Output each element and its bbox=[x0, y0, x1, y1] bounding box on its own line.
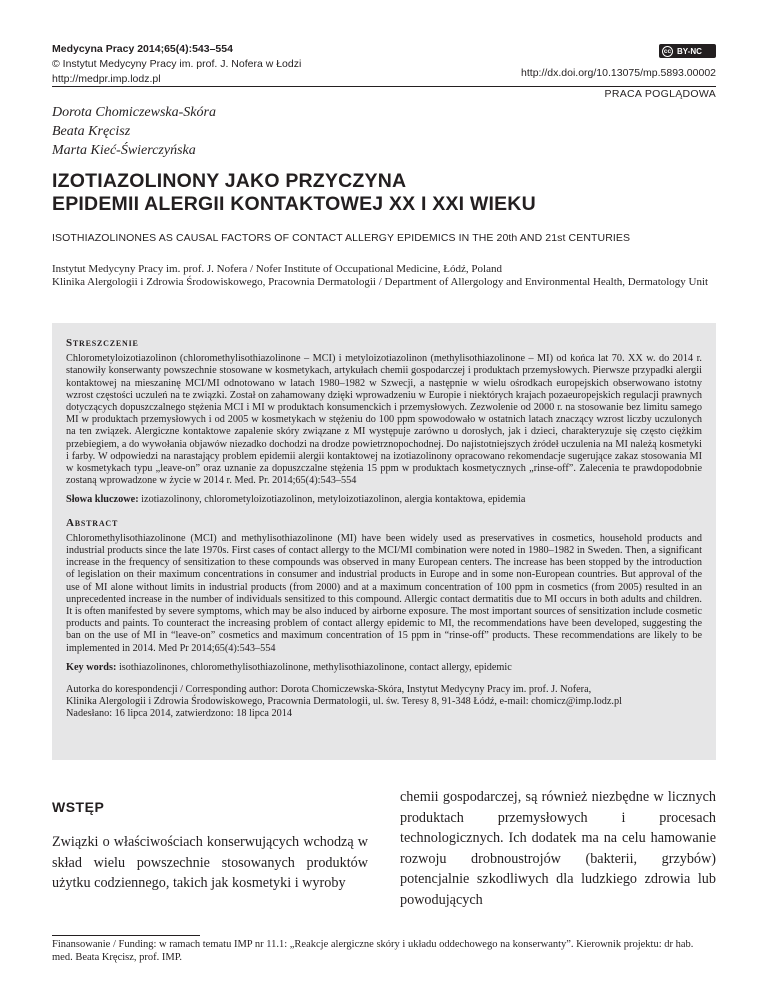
journal-citation: Medycyna Pracy 2014;65(4):543–554 bbox=[52, 43, 233, 55]
received-dates: Nadesłano: 16 lipca 2014, zatwierdzono: 18 lipca 2014 bbox=[66, 708, 293, 720]
journal-url[interactable]: http://medpr.imp.lodz.pl bbox=[52, 73, 161, 85]
body-column-left: Związki o właściwościach konserwujących wchodzą w skład wielu powszechnie stosowanych produktów użytku codziennego, takich jak kosmetyki i wyroby bbox=[52, 834, 368, 891]
keywords-value: isothiazolinones, chloromethylisothiazolinone, methylisothiazolinone, contact allergy, epidemic bbox=[118, 661, 512, 673]
section-heading: WSTĘP bbox=[52, 799, 105, 815]
author: Beata Kręcisz bbox=[52, 124, 131, 139]
author-list bbox=[52, 103, 216, 160]
license-label: BY-NC bbox=[677, 46, 702, 56]
streszczenie-heading: Streszczenie bbox=[66, 337, 139, 349]
abstract-box bbox=[52, 323, 716, 760]
keywords-value: izotiazolinony, chlorometyloizotiazolinon, metyloizotiazolinon, alergia kontaktowa, epidemia bbox=[141, 494, 526, 506]
title-line: EPIDEMII ALERGII KONTAKTOWEJ XX I XXI WIEKU bbox=[52, 192, 536, 215]
streszczenie-text: Chlorometyloizotiazolinon (chloromethylisothiazolinone – MCI) i metyloizotiazolinon (methylisothiazolinone – MI) od końca lat 70. XX w. do 2014 r. stanowiły konserwanty powszechnie stosowane w kosmetykach, artykułach chemii gospodarczej i produktach przemysłowych. Pierwsze przypadki alergii kontaktowej na mieszaninę MCI/MI odnotowano w latach 1980–1982 w Szwecji, a następnie w wielu ośrodkach europejskich obserwowano istotny wzrost częstości uczuleń na te związki. Został on zahamowany dzięki wprowadzeniu w Europie i niektórych krajach pozaeuropejskich regulacji prawnych dotyczących dopuszczalnego stężenia MCI i MI w produktach konsumenckich i przemysłowych. Zezwolenie od 2000 r. na stosowanie bez limitu samego MI w produktach przemysłowych i od 2005 w kosmetykach w stężeniu do 100 ppm spowodowało w ostatnich latach znaczący wzrost liczby uczulonych na ten związek. Alergiczne kontaktowe zapalenie skóry związane z MI występuje zarówno u dorosłych, jak i dzieci, charakteryzuje się często ciężkim przebiegiem, a do wywołania objawów niezadko dochodzi na drodze powietrznopochodnej. Do najistotniejszych źródeł uczulenia na MI należą kosmetyki i farby. W odpowiedzi na narastający problem epidemii alergii kontaktowej na izotiazolinony opracowano rekomendacje sugerujące zakaz stosowania MI w kosmetykach typu „leave-on” oraz uznanie za dopuszczalne stężenia 15 ppm w produktach kosmetycznych „rinse-off”. Zalecenia te prawdopodobnie zostaną wprowadzone w życie w 2014 r. Med. Pr. 2014;65(4):543–554 bbox=[66, 353, 702, 487]
keywords-pl bbox=[66, 494, 702, 506]
body-column-right: chemii gospodarczej, są również niezbędne w licznych produktach przemysłowych i procesach technologicznych. Ich dodatek ma na celu hamowanie rozwoju drobnoustrojów (bakterii, grzybów) potencjalnie szkodliwych dla ludzkiego zdrowia lub powodujących bbox=[400, 789, 716, 908]
correspondence bbox=[66, 684, 702, 721]
affiliation: Instytut Medycyny Pracy im. prof. J. Nofera / Nofer Institute of Occupational Medicine, Łódź, Poland bbox=[52, 263, 502, 275]
cc-license-badge bbox=[659, 44, 716, 58]
keywords-label: Słowa kluczowe: bbox=[66, 494, 139, 506]
cc-icon: cc bbox=[663, 47, 672, 55]
keywords-label: Key words: bbox=[66, 661, 117, 673]
author: Dorota Chomiczewska-Skóra bbox=[52, 105, 216, 120]
copyright-line: © Instytut Medycyny Pracy im. prof. J. Nofera w Łodzi bbox=[52, 58, 302, 70]
affiliations bbox=[52, 263, 716, 289]
article-title-english: ISOTHIAZOLINONES AS CAUSAL FACTORS OF CONTACT ALLERGY EPIDEMICS IN THE 20th AND 21st CENTURIES bbox=[52, 232, 631, 244]
title-line: IZOTIAZOLINONY JAKO PRZYCZYNA bbox=[52, 170, 407, 192]
abstract-text: Chloromethylisothiazolinone (MCI) and methylisothiazolinone (MI) have been widely used as preservatives in cosmetics, household products and industrial products since the late 1970s. First cases of contact allergy to the MCI/MI combination were noted in 1980–1982 in Sweden. Then, a significant increase in the frequency of sensitization to these compounds was observed in many European centers. The increase has been stopped by the introduction of legislation on their maximum concentrations in consumer and industrial products in Europe and in some non-European countries. But approval of the use of MI alone without limits in industrial products (from 2000) and at a maximum concentration of 100 ppm in cosmetics (from 2005) resulted in an unprecedented increase in the number of individuals sensitized to this compound. Allergic contact dermatitis due to MI occurs in both adults and children. It is often manifested by severe symptoms, which may be also induced by airborne exposure. The most important sources of sensitization include cosmetic products and paints. To counteract the increasing problem of contact allergy epidemic to MI, the recommendations have been developed, suggesting the ban on the use of MI in “leave-on” cosmetics and maximum concentration of 15 ppm in “rinse-off” products. These recommendations are likely to be implemented in 2014. Med Pr 2014;65(4):543–554 bbox=[66, 532, 702, 654]
footnote-divider bbox=[52, 935, 200, 936]
header-divider bbox=[52, 86, 716, 87]
journal-header bbox=[52, 42, 301, 87]
abstract-heading: Abstract bbox=[66, 516, 119, 529]
correspondence-line: Autorka do korespondencji / Corresponding author: Dorota Chomiczewska-Skóra, Instytut Medycyny Pracy im. prof. J. Nofera, bbox=[66, 684, 592, 696]
correspondence-line: Klinika Alergologii i Zdrowia Środowiskowego, Pracownia Dermatologii, ul. św. Teresy 8, 91-348 Łódź, e-mail: chomicz@imp.lodz.pl bbox=[66, 696, 622, 708]
article-type: PRACA POGLĄDOWA bbox=[604, 88, 716, 100]
funding-footnote: Finansowanie / Funding: w ramach tematu IMP nr 11.1: „Reakcje alergiczne skóry i układu oddechowego na konserwanty”. Kierownik projektu: dr hab. med. Beata Kręcisz, prof. IMP. bbox=[52, 939, 694, 963]
doi-link[interactable]: http://dx.doi.org/10.13075/mp.5893.00002 bbox=[521, 67, 716, 79]
keywords-en bbox=[66, 662, 702, 674]
affiliation: Klinika Alergologii i Zdrowia Środowiskowego, Pracownia Dermatologii / Department of Allergology and Environmental Health, Dermatology Unit bbox=[52, 276, 709, 288]
author: Marta Kieć-Świerczyńska bbox=[52, 143, 196, 158]
article-title bbox=[52, 170, 716, 215]
